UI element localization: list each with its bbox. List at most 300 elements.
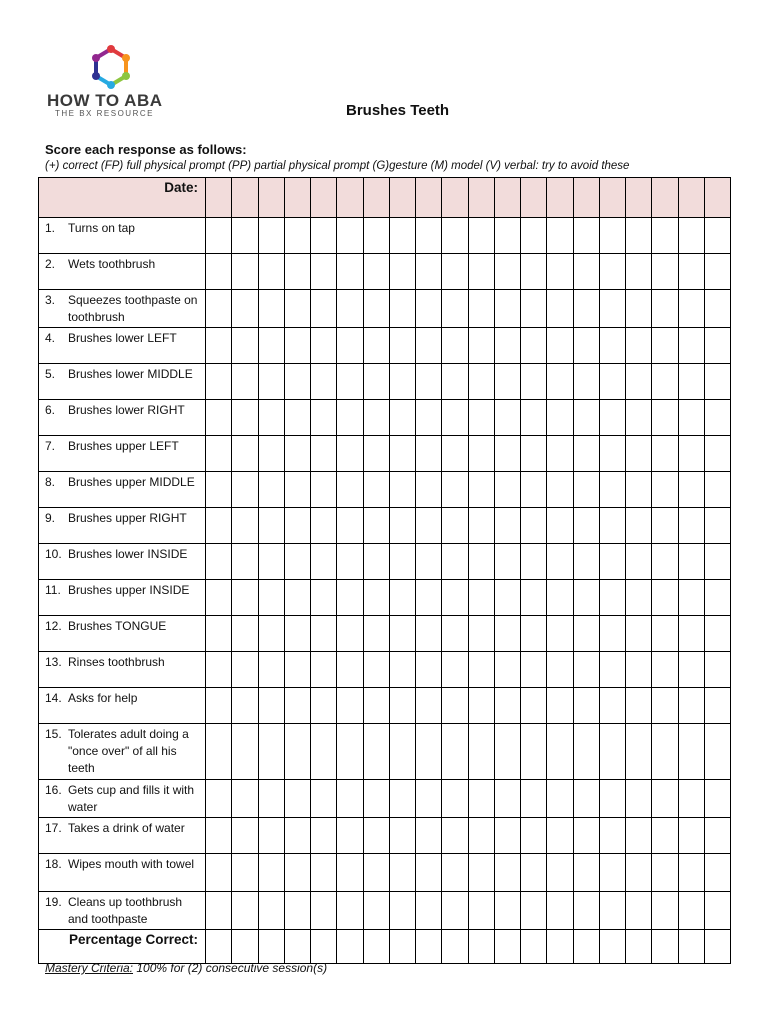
score-entry-cell[interactable] [284, 616, 310, 652]
score-entry-cell[interactable] [337, 854, 363, 892]
score-entry-cell[interactable] [389, 780, 415, 818]
score-entry-cell[interactable] [363, 254, 389, 290]
score-entry-cell[interactable] [363, 580, 389, 616]
score-entry-cell[interactable] [494, 688, 520, 724]
score-entry-cell[interactable] [652, 616, 678, 652]
score-entry-cell[interactable] [468, 780, 494, 818]
score-entry-cell[interactable] [337, 818, 363, 854]
score-entry-cell[interactable] [206, 854, 232, 892]
score-entry-cell[interactable] [284, 400, 310, 436]
score-entry-cell[interactable] [652, 780, 678, 818]
score-entry-cell[interactable] [232, 580, 258, 616]
score-entry-cell[interactable] [573, 218, 599, 254]
score-entry-cell[interactable] [258, 580, 284, 616]
score-entry-cell[interactable] [573, 472, 599, 508]
score-entry-cell[interactable] [652, 652, 678, 688]
score-entry-cell[interactable] [389, 290, 415, 328]
score-entry-cell[interactable] [547, 854, 573, 892]
score-entry-cell[interactable] [599, 580, 625, 616]
score-entry-cell[interactable] [547, 436, 573, 472]
score-entry-cell[interactable] [573, 818, 599, 854]
score-entry-cell[interactable] [206, 364, 232, 400]
score-entry-cell[interactable] [232, 254, 258, 290]
score-entry-cell[interactable] [704, 508, 730, 544]
score-entry-cell[interactable] [284, 580, 310, 616]
score-entry-cell[interactable] [599, 652, 625, 688]
score-entry-cell[interactable] [704, 364, 730, 400]
score-entry-cell[interactable] [468, 436, 494, 472]
score-entry-cell[interactable] [337, 616, 363, 652]
score-entry-cell[interactable] [494, 724, 520, 780]
score-entry-cell[interactable] [468, 472, 494, 508]
percentage-entry-cell[interactable] [547, 930, 573, 964]
score-entry-cell[interactable] [258, 616, 284, 652]
score-entry-cell[interactable] [258, 290, 284, 328]
score-entry-cell[interactable] [547, 400, 573, 436]
score-entry-cell[interactable] [258, 254, 284, 290]
score-entry-cell[interactable] [442, 892, 468, 930]
score-entry-cell[interactable] [573, 328, 599, 364]
score-entry-cell[interactable] [442, 652, 468, 688]
score-entry-cell[interactable] [678, 436, 704, 472]
score-entry-cell[interactable] [678, 854, 704, 892]
date-entry-cell[interactable] [311, 178, 337, 218]
score-entry-cell[interactable] [573, 892, 599, 930]
score-entry-cell[interactable] [521, 818, 547, 854]
score-entry-cell[interactable] [704, 780, 730, 818]
score-entry-cell[interactable] [389, 472, 415, 508]
score-entry-cell[interactable] [284, 724, 310, 780]
score-entry-cell[interactable] [626, 688, 652, 724]
percentage-entry-cell[interactable] [652, 930, 678, 964]
score-entry-cell[interactable] [363, 818, 389, 854]
score-entry-cell[interactable] [494, 508, 520, 544]
score-entry-cell[interactable] [389, 364, 415, 400]
score-entry-cell[interactable] [626, 892, 652, 930]
score-entry-cell[interactable] [678, 688, 704, 724]
score-entry-cell[interactable] [573, 508, 599, 544]
score-entry-cell[interactable] [206, 254, 232, 290]
score-entry-cell[interactable] [442, 544, 468, 580]
score-entry-cell[interactable] [678, 652, 704, 688]
score-entry-cell[interactable] [599, 892, 625, 930]
percentage-entry-cell[interactable] [442, 930, 468, 964]
score-entry-cell[interactable] [468, 254, 494, 290]
score-entry-cell[interactable] [206, 290, 232, 328]
score-entry-cell[interactable] [311, 290, 337, 328]
score-entry-cell[interactable] [337, 508, 363, 544]
score-entry-cell[interactable] [284, 218, 310, 254]
score-entry-cell[interactable] [258, 328, 284, 364]
score-entry-cell[interactable] [704, 580, 730, 616]
score-entry-cell[interactable] [704, 472, 730, 508]
date-entry-cell[interactable] [547, 178, 573, 218]
score-entry-cell[interactable] [599, 328, 625, 364]
date-entry-cell[interactable] [284, 178, 310, 218]
score-entry-cell[interactable] [258, 818, 284, 854]
score-entry-cell[interactable] [494, 364, 520, 400]
score-entry-cell[interactable] [363, 652, 389, 688]
score-entry-cell[interactable] [206, 616, 232, 652]
score-entry-cell[interactable] [416, 652, 442, 688]
score-entry-cell[interactable] [547, 290, 573, 328]
score-entry-cell[interactable] [678, 218, 704, 254]
score-entry-cell[interactable] [206, 780, 232, 818]
score-entry-cell[interactable] [416, 472, 442, 508]
score-entry-cell[interactable] [363, 854, 389, 892]
score-entry-cell[interactable] [389, 688, 415, 724]
score-entry-cell[interactable] [416, 780, 442, 818]
score-entry-cell[interactable] [521, 580, 547, 616]
score-entry-cell[interactable] [206, 544, 232, 580]
score-entry-cell[interactable] [494, 254, 520, 290]
score-entry-cell[interactable] [337, 472, 363, 508]
date-entry-cell[interactable] [363, 178, 389, 218]
score-entry-cell[interactable] [284, 254, 310, 290]
score-entry-cell[interactable] [258, 724, 284, 780]
score-entry-cell[interactable] [468, 328, 494, 364]
score-entry-cell[interactable] [678, 616, 704, 652]
score-entry-cell[interactable] [573, 652, 599, 688]
score-entry-cell[interactable] [704, 854, 730, 892]
date-entry-cell[interactable] [389, 178, 415, 218]
score-entry-cell[interactable] [678, 328, 704, 364]
score-entry-cell[interactable] [363, 892, 389, 930]
score-entry-cell[interactable] [363, 616, 389, 652]
score-entry-cell[interactable] [258, 400, 284, 436]
score-entry-cell[interactable] [704, 328, 730, 364]
score-entry-cell[interactable] [232, 364, 258, 400]
score-entry-cell[interactable] [442, 580, 468, 616]
score-entry-cell[interactable] [337, 400, 363, 436]
date-entry-cell[interactable] [521, 178, 547, 218]
score-entry-cell[interactable] [416, 544, 442, 580]
score-entry-cell[interactable] [206, 218, 232, 254]
score-entry-cell[interactable] [311, 892, 337, 930]
score-entry-cell[interactable] [363, 688, 389, 724]
score-entry-cell[interactable] [258, 780, 284, 818]
score-entry-cell[interactable] [547, 818, 573, 854]
percentage-entry-cell[interactable] [573, 930, 599, 964]
percentage-entry-cell[interactable] [284, 930, 310, 964]
score-entry-cell[interactable] [573, 780, 599, 818]
score-entry-cell[interactable] [652, 218, 678, 254]
date-entry-cell[interactable] [599, 178, 625, 218]
date-entry-cell[interactable] [652, 178, 678, 218]
score-entry-cell[interactable] [704, 218, 730, 254]
score-entry-cell[interactable] [442, 688, 468, 724]
score-entry-cell[interactable] [468, 724, 494, 780]
score-entry-cell[interactable] [626, 218, 652, 254]
score-entry-cell[interactable] [337, 724, 363, 780]
score-entry-cell[interactable] [573, 854, 599, 892]
score-entry-cell[interactable] [206, 580, 232, 616]
score-entry-cell[interactable] [206, 328, 232, 364]
score-entry-cell[interactable] [311, 580, 337, 616]
score-entry-cell[interactable] [468, 652, 494, 688]
score-entry-cell[interactable] [389, 328, 415, 364]
percentage-entry-cell[interactable] [521, 930, 547, 964]
score-entry-cell[interactable] [652, 580, 678, 616]
percentage-entry-cell[interactable] [704, 930, 730, 964]
score-entry-cell[interactable] [521, 364, 547, 400]
score-entry-cell[interactable] [678, 472, 704, 508]
score-entry-cell[interactable] [258, 472, 284, 508]
score-entry-cell[interactable] [363, 290, 389, 328]
score-entry-cell[interactable] [337, 688, 363, 724]
score-entry-cell[interactable] [599, 544, 625, 580]
score-entry-cell[interactable] [232, 854, 258, 892]
percentage-entry-cell[interactable] [599, 930, 625, 964]
score-entry-cell[interactable] [494, 400, 520, 436]
score-entry-cell[interactable] [521, 616, 547, 652]
score-entry-cell[interactable] [652, 364, 678, 400]
score-entry-cell[interactable] [416, 254, 442, 290]
percentage-entry-cell[interactable] [468, 930, 494, 964]
score-entry-cell[interactable] [547, 688, 573, 724]
score-entry-cell[interactable] [652, 290, 678, 328]
score-entry-cell[interactable] [494, 544, 520, 580]
score-entry-cell[interactable] [442, 616, 468, 652]
score-entry-cell[interactable] [704, 688, 730, 724]
score-entry-cell[interactable] [206, 892, 232, 930]
score-entry-cell[interactable] [704, 290, 730, 328]
score-entry-cell[interactable] [232, 724, 258, 780]
score-entry-cell[interactable] [363, 436, 389, 472]
percentage-entry-cell[interactable] [258, 930, 284, 964]
score-entry-cell[interactable] [206, 688, 232, 724]
date-entry-cell[interactable] [442, 178, 468, 218]
score-entry-cell[interactable] [416, 892, 442, 930]
score-entry-cell[interactable] [704, 400, 730, 436]
score-entry-cell[interactable] [626, 580, 652, 616]
score-entry-cell[interactable] [363, 328, 389, 364]
score-entry-cell[interactable] [232, 892, 258, 930]
score-entry-cell[interactable] [284, 364, 310, 400]
score-entry-cell[interactable] [416, 616, 442, 652]
score-entry-cell[interactable] [626, 254, 652, 290]
score-entry-cell[interactable] [363, 400, 389, 436]
score-entry-cell[interactable] [442, 328, 468, 364]
score-entry-cell[interactable] [416, 400, 442, 436]
score-entry-cell[interactable] [311, 364, 337, 400]
score-entry-cell[interactable] [363, 472, 389, 508]
score-entry-cell[interactable] [573, 400, 599, 436]
score-entry-cell[interactable] [232, 400, 258, 436]
score-entry-cell[interactable] [573, 290, 599, 328]
score-entry-cell[interactable] [704, 544, 730, 580]
date-entry-cell[interactable] [206, 178, 232, 218]
score-entry-cell[interactable] [206, 724, 232, 780]
score-entry-cell[interactable] [337, 254, 363, 290]
score-entry-cell[interactable] [284, 328, 310, 364]
score-entry-cell[interactable] [258, 364, 284, 400]
percentage-entry-cell[interactable] [416, 930, 442, 964]
score-entry-cell[interactable] [704, 892, 730, 930]
score-entry-cell[interactable] [547, 328, 573, 364]
score-entry-cell[interactable] [573, 544, 599, 580]
score-entry-cell[interactable] [547, 544, 573, 580]
date-entry-cell[interactable] [337, 178, 363, 218]
score-entry-cell[interactable] [521, 652, 547, 688]
score-entry-cell[interactable] [311, 854, 337, 892]
score-entry-cell[interactable] [704, 724, 730, 780]
score-entry-cell[interactable] [311, 544, 337, 580]
score-entry-cell[interactable] [494, 328, 520, 364]
score-entry-cell[interactable] [232, 290, 258, 328]
score-entry-cell[interactable] [337, 652, 363, 688]
score-entry-cell[interactable] [547, 580, 573, 616]
score-entry-cell[interactable] [652, 436, 678, 472]
score-entry-cell[interactable] [337, 580, 363, 616]
score-entry-cell[interactable] [626, 544, 652, 580]
score-entry-cell[interactable] [599, 436, 625, 472]
score-entry-cell[interactable] [468, 616, 494, 652]
score-entry-cell[interactable] [652, 544, 678, 580]
score-entry-cell[interactable] [494, 892, 520, 930]
score-entry-cell[interactable] [258, 544, 284, 580]
percentage-entry-cell[interactable] [389, 930, 415, 964]
score-entry-cell[interactable] [363, 218, 389, 254]
date-entry-cell[interactable] [704, 178, 730, 218]
score-entry-cell[interactable] [652, 508, 678, 544]
score-entry-cell[interactable] [678, 544, 704, 580]
score-entry-cell[interactable] [389, 892, 415, 930]
score-entry-cell[interactable] [284, 892, 310, 930]
score-entry-cell[interactable] [678, 254, 704, 290]
score-entry-cell[interactable] [416, 364, 442, 400]
score-entry-cell[interactable] [626, 652, 652, 688]
score-entry-cell[interactable] [652, 254, 678, 290]
score-entry-cell[interactable] [416, 688, 442, 724]
score-entry-cell[interactable] [626, 436, 652, 472]
score-entry-cell[interactable] [442, 290, 468, 328]
score-entry-cell[interactable] [494, 472, 520, 508]
score-entry-cell[interactable] [678, 580, 704, 616]
score-entry-cell[interactable] [573, 724, 599, 780]
score-entry-cell[interactable] [363, 508, 389, 544]
score-entry-cell[interactable] [232, 544, 258, 580]
score-entry-cell[interactable] [363, 544, 389, 580]
percentage-entry-cell[interactable] [678, 930, 704, 964]
score-entry-cell[interactable] [442, 818, 468, 854]
score-entry-cell[interactable] [468, 580, 494, 616]
score-entry-cell[interactable] [311, 254, 337, 290]
score-entry-cell[interactable] [468, 400, 494, 436]
score-entry-cell[interactable] [521, 780, 547, 818]
score-entry-cell[interactable] [284, 290, 310, 328]
score-entry-cell[interactable] [258, 218, 284, 254]
score-entry-cell[interactable] [442, 218, 468, 254]
score-entry-cell[interactable] [363, 780, 389, 818]
score-entry-cell[interactable] [547, 472, 573, 508]
score-entry-cell[interactable] [521, 400, 547, 436]
score-entry-cell[interactable] [442, 436, 468, 472]
score-entry-cell[interactable] [442, 724, 468, 780]
score-entry-cell[interactable] [704, 652, 730, 688]
score-entry-cell[interactable] [416, 724, 442, 780]
score-entry-cell[interactable] [652, 328, 678, 364]
score-entry-cell[interactable] [232, 436, 258, 472]
score-entry-cell[interactable] [416, 436, 442, 472]
score-entry-cell[interactable] [494, 436, 520, 472]
score-entry-cell[interactable] [468, 290, 494, 328]
score-entry-cell[interactable] [416, 854, 442, 892]
score-entry-cell[interactable] [494, 290, 520, 328]
score-entry-cell[interactable] [652, 724, 678, 780]
score-entry-cell[interactable] [442, 364, 468, 400]
score-entry-cell[interactable] [678, 780, 704, 818]
score-entry-cell[interactable] [442, 254, 468, 290]
score-entry-cell[interactable] [626, 854, 652, 892]
score-entry-cell[interactable] [416, 508, 442, 544]
score-entry-cell[interactable] [284, 688, 310, 724]
score-entry-cell[interactable] [494, 818, 520, 854]
score-entry-cell[interactable] [626, 472, 652, 508]
score-entry-cell[interactable] [311, 508, 337, 544]
score-entry-cell[interactable] [206, 818, 232, 854]
score-entry-cell[interactable] [626, 780, 652, 818]
score-entry-cell[interactable] [468, 544, 494, 580]
score-entry-cell[interactable] [232, 780, 258, 818]
score-entry-cell[interactable] [626, 364, 652, 400]
score-entry-cell[interactable] [494, 616, 520, 652]
score-entry-cell[interactable] [678, 364, 704, 400]
score-entry-cell[interactable] [311, 780, 337, 818]
score-entry-cell[interactable] [494, 580, 520, 616]
score-entry-cell[interactable] [232, 688, 258, 724]
score-entry-cell[interactable] [547, 724, 573, 780]
score-entry-cell[interactable] [599, 724, 625, 780]
score-entry-cell[interactable] [337, 780, 363, 818]
score-entry-cell[interactable] [678, 290, 704, 328]
score-entry-cell[interactable] [547, 652, 573, 688]
score-entry-cell[interactable] [468, 854, 494, 892]
score-entry-cell[interactable] [521, 688, 547, 724]
date-entry-cell[interactable] [494, 178, 520, 218]
score-entry-cell[interactable] [258, 436, 284, 472]
score-entry-cell[interactable] [547, 218, 573, 254]
score-entry-cell[interactable] [284, 472, 310, 508]
score-entry-cell[interactable] [521, 544, 547, 580]
score-entry-cell[interactable] [311, 328, 337, 364]
date-entry-cell[interactable] [258, 178, 284, 218]
score-entry-cell[interactable] [573, 436, 599, 472]
score-entry-cell[interactable] [284, 544, 310, 580]
score-entry-cell[interactable] [232, 652, 258, 688]
score-entry-cell[interactable] [311, 688, 337, 724]
score-entry-cell[interactable] [232, 328, 258, 364]
score-entry-cell[interactable] [389, 400, 415, 436]
score-entry-cell[interactable] [389, 544, 415, 580]
date-entry-cell[interactable] [573, 178, 599, 218]
score-entry-cell[interactable] [416, 818, 442, 854]
score-entry-cell[interactable] [389, 436, 415, 472]
score-entry-cell[interactable] [389, 652, 415, 688]
score-entry-cell[interactable] [678, 724, 704, 780]
score-entry-cell[interactable] [599, 508, 625, 544]
score-entry-cell[interactable] [442, 780, 468, 818]
score-entry-cell[interactable] [337, 328, 363, 364]
score-entry-cell[interactable] [442, 508, 468, 544]
score-entry-cell[interactable] [573, 580, 599, 616]
score-entry-cell[interactable] [258, 854, 284, 892]
score-entry-cell[interactable] [206, 508, 232, 544]
score-entry-cell[interactable] [389, 854, 415, 892]
score-entry-cell[interactable] [311, 724, 337, 780]
score-entry-cell[interactable] [416, 218, 442, 254]
score-entry-cell[interactable] [442, 472, 468, 508]
